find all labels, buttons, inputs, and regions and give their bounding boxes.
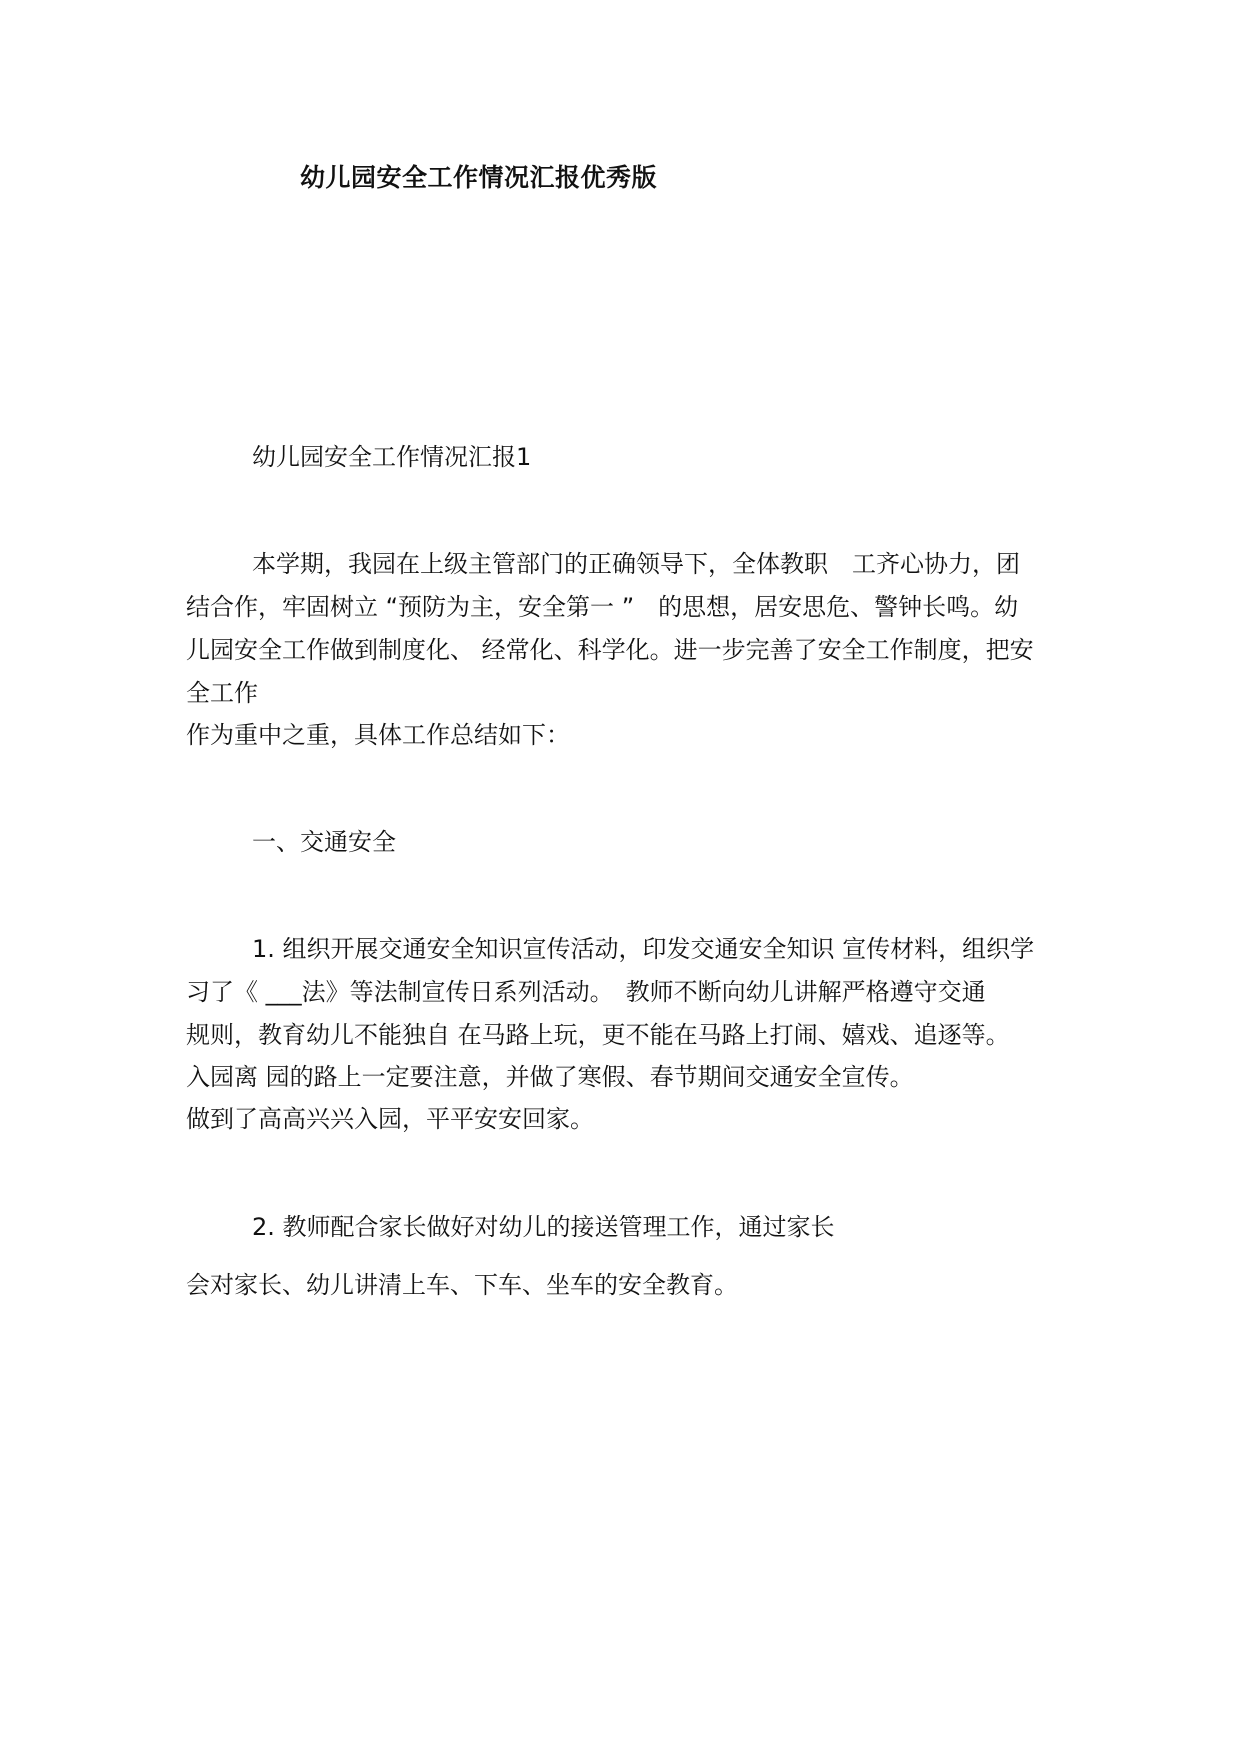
item-1-line-3: 规则，教育幼儿不能独自 在马路上玩，更不能在马路上打闹、嬉戏、追逐等。 — [186, 1021, 1010, 1049]
intro-line-1: 本学期，我园在上级主管部门的正确领导下，全体教职 工齐心协力，团 — [252, 550, 1020, 578]
report-subtitle: 幼儿园安全工作情况汇报1 — [252, 443, 532, 471]
intro-line-4: 全工作 — [186, 679, 258, 707]
item-2-line-2: 会对家长、幼儿讲清上车、下车、坐车的安全教育。 — [186, 1271, 738, 1299]
item-1-line-4: 入园离 园的路上一定要注意，并做了寒假、春节期间交通安全宣传。 — [186, 1063, 914, 1091]
item-1-line-5: 做到了高高兴兴入园，平平安安回家。 — [186, 1105, 594, 1133]
intro-line-3: 儿园安全工作做到制度化、 经常化、科学化。进一步完善了安全工作制度，把安 — [186, 636, 1034, 664]
item-1-line-2: 习了《 ___法》等法制宣传日系列活动。 教师不断向幼儿讲解严格遵守交通 — [186, 978, 986, 1006]
item-2-line-1: 2. 教师配合家长做好对幼儿的接送管理工作，通过家长 — [252, 1213, 835, 1241]
item-1-line-1: 1. 组织开展交通安全知识宣传活动，印发交通安全知识 宣传材料，组织学 — [252, 935, 1035, 963]
intro-line-5: 作为重中之重，具体工作总结如下： — [186, 721, 570, 749]
document-title: 幼儿园安全工作情况汇报优秀版 — [300, 163, 658, 192]
section-heading-traffic-safety: 一、交通安全 — [252, 828, 396, 856]
intro-line-2: 结合作，牢固树立 “预防为主，安全第一 ” 的思想，居安思危、警钟长鸣。幼 — [186, 593, 1019, 621]
